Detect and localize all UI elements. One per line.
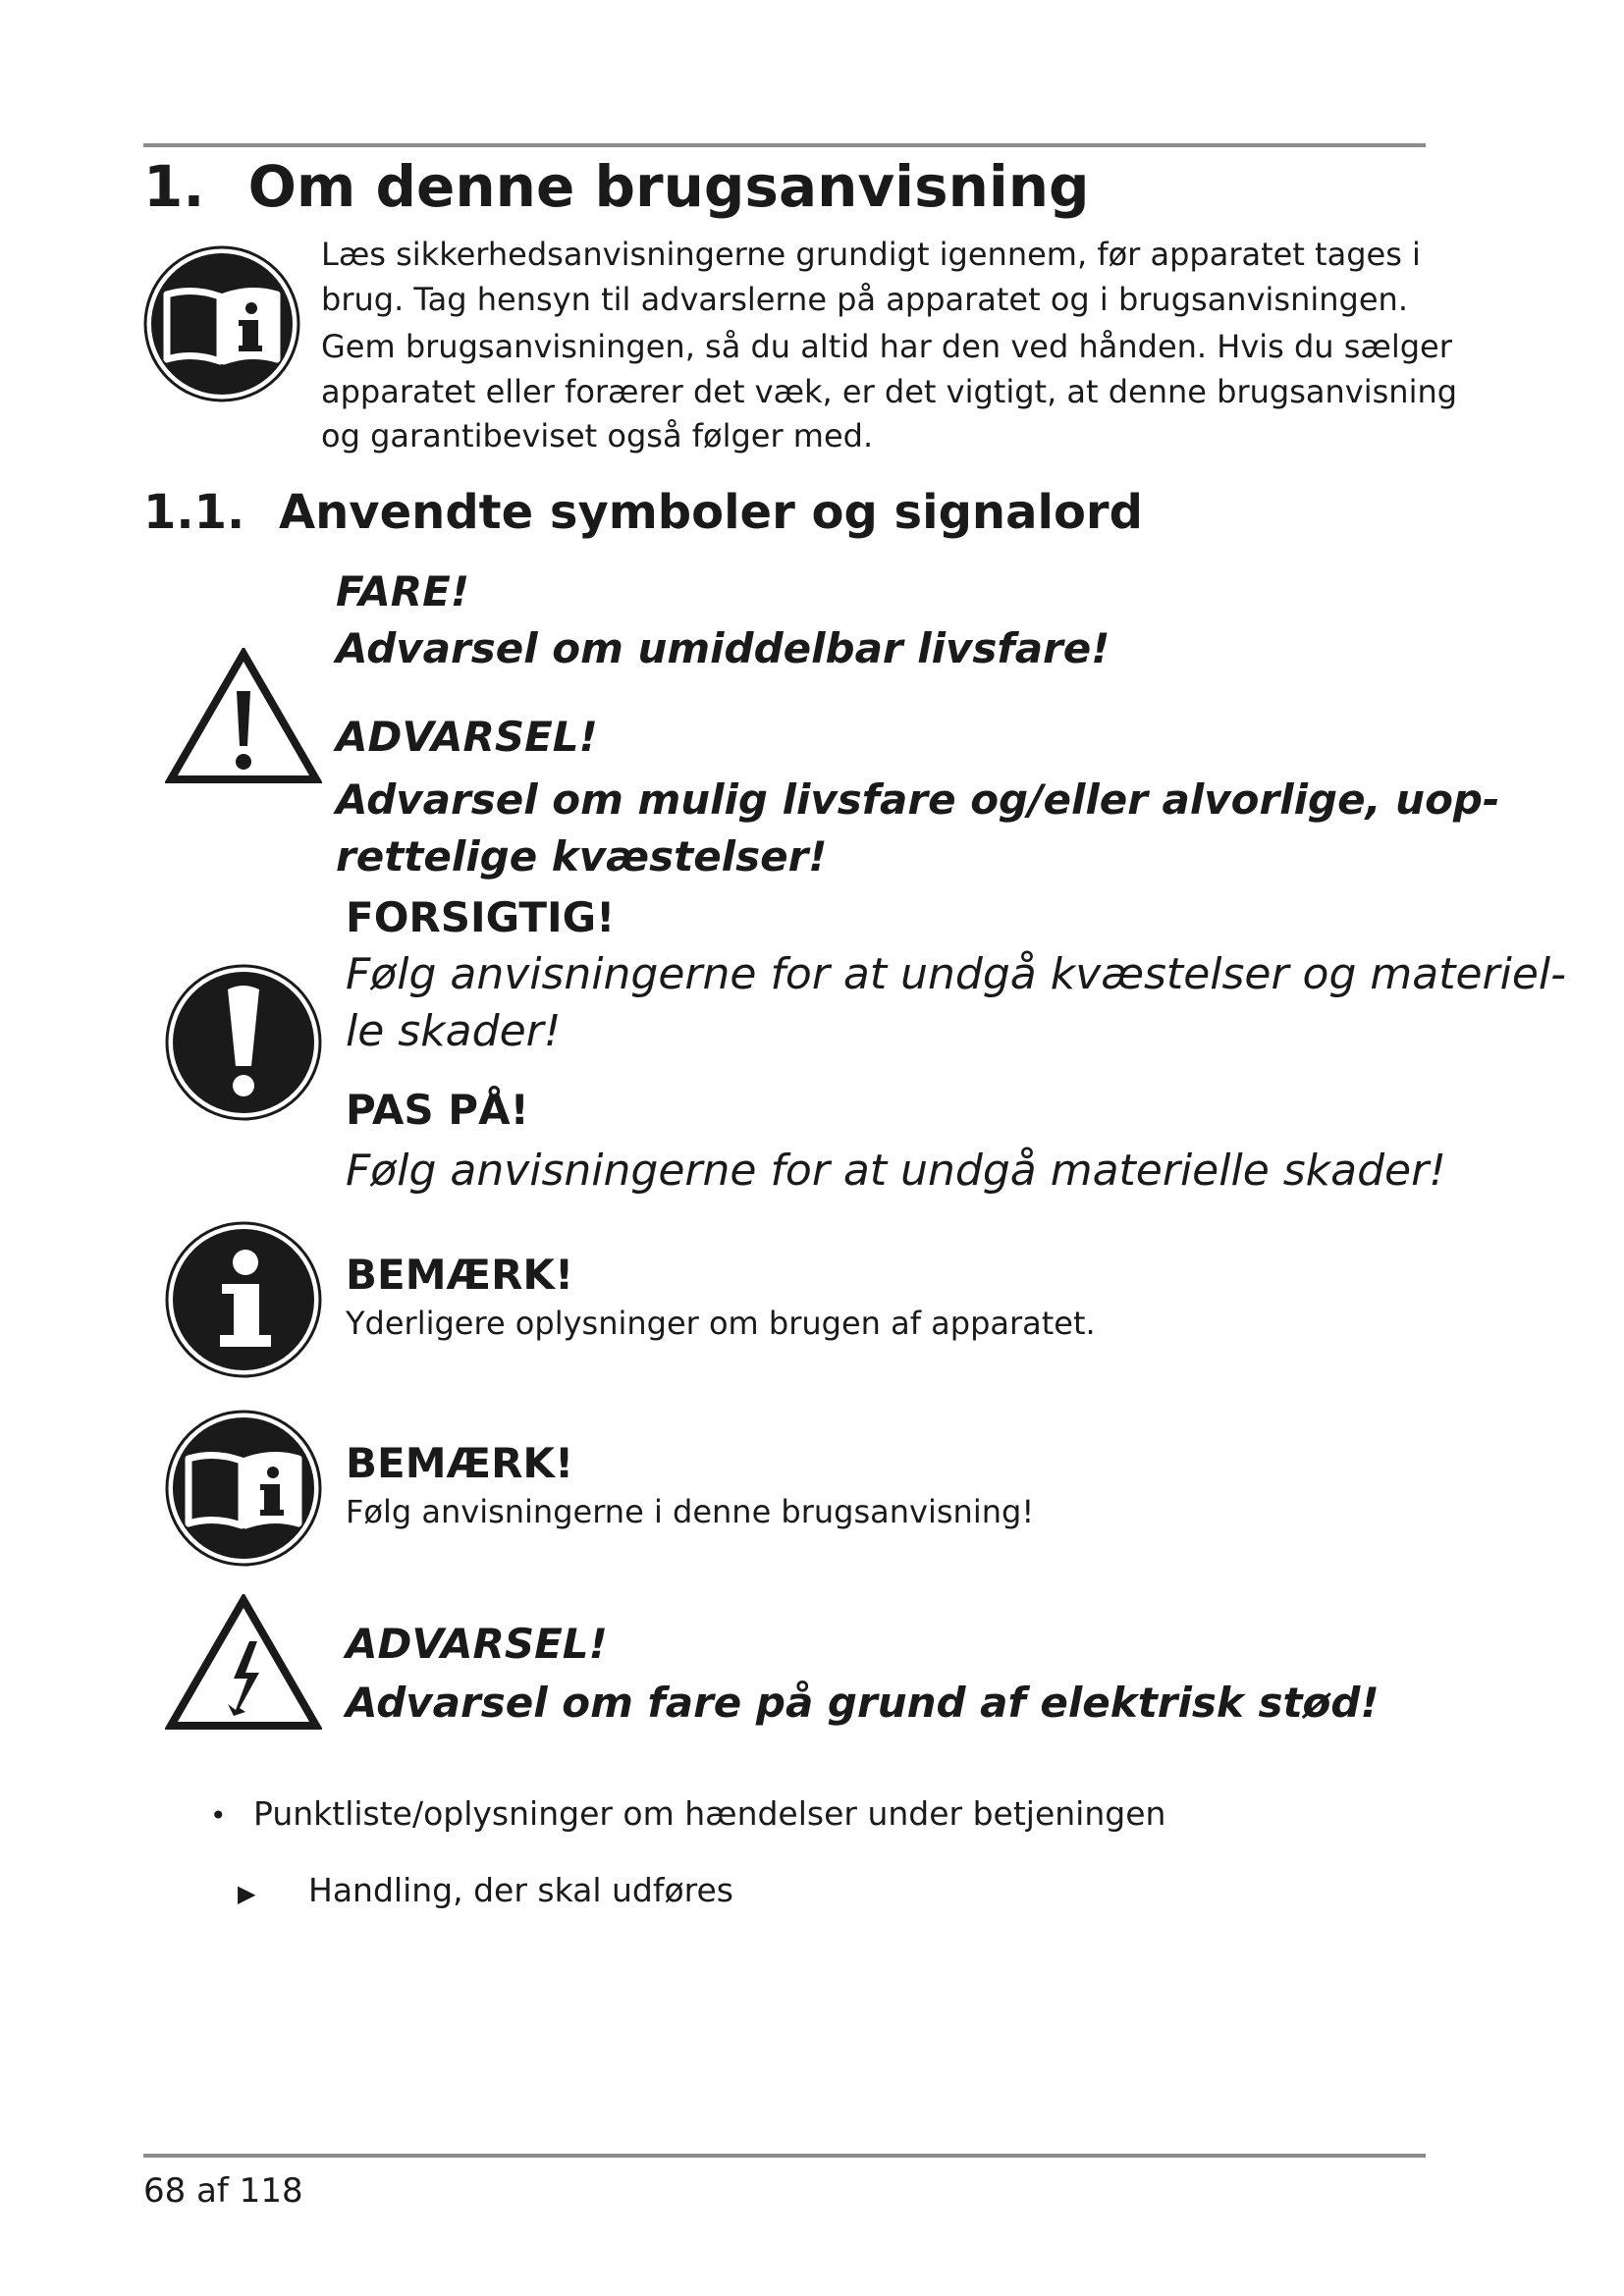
- manual-info-icon: [165, 1410, 322, 1567]
- pas-paa-signal-text: Følg anvisningerne for at undgå materielle skader!: [346, 1146, 1446, 1196]
- intro-line: og garantibeviset også følger med.: [321, 417, 874, 454]
- fare-signal-word: FARE!: [336, 567, 469, 615]
- electric-warning-icon: [165, 1594, 322, 1732]
- pas-paa-signal-word: PAS PÅ!: [346, 1086, 529, 1134]
- bullet-text: Punktliste/oplysninger om hændelser under betjeningen: [253, 1794, 1166, 1833]
- action-arrow-icon: ▶: [238, 1880, 256, 1907]
- bemaerk-info-signal-text: Yderligere oplysninger om brugen af apparatet.: [346, 1305, 1096, 1342]
- section-title-text: Om denne brugsanvisning: [247, 153, 1090, 220]
- subsection-title-text: Anvendte symboler og signalord: [278, 485, 1143, 540]
- top-divider: [143, 143, 1426, 147]
- intro-line: brug. Tag hensyn til advarslerne på apparatet og i brugsanvisningen.: [321, 281, 1408, 318]
- forsigtig-signal-word: FORSIGTIG!: [346, 893, 616, 941]
- advarsel-signal-text: Advarsel om mulig livsfare og/eller alvorlige, uop-: [336, 775, 1500, 824]
- advarsel-elec-signal-word: ADVARSEL!: [346, 1620, 608, 1668]
- advarsel-signal-word: ADVARSEL!: [336, 713, 598, 761]
- bottom-divider: [143, 2154, 1426, 2158]
- forsigtig-signal-text: Følg anvisningerne for at undgå kvæstelser og materiel-: [346, 949, 1567, 999]
- forsigtig-signal-text: le skader!: [346, 1006, 562, 1056]
- subsection-title: [143, 485, 1143, 540]
- list-item: [210, 1794, 1165, 1833]
- subsection-number: 1.1.: [143, 485, 245, 540]
- list-item: [238, 1871, 733, 1909]
- bemaerk-manual-signal-text: Følg anvisningerne i denne brugsanvisning!: [346, 1493, 1035, 1530]
- bullet-dot: •: [210, 1799, 227, 1832]
- intro-line: Læs sikkerhedsanvisningerne grundigt igennem, før apparatet tages i: [321, 236, 1421, 273]
- advarsel-signal-text: rettelige kvæstelser!: [336, 832, 828, 881]
- warning-triangle-icon: [165, 648, 322, 785]
- bemaerk-manual-signal-word: BEMÆRK!: [346, 1439, 574, 1487]
- advarsel-elec-signal-text: Advarsel om fare på grund af elektrisk stød!: [346, 1679, 1380, 1727]
- section-number: 1.: [143, 153, 205, 220]
- intro-line: apparatet eller forærer det væk, er det vigtigt, at denne brugsanvisning: [321, 373, 1458, 410]
- bemaerk-info-signal-word: BEMÆRK!: [346, 1251, 574, 1299]
- action-text: Handling, der skal udføres: [308, 1871, 733, 1909]
- manual-info-icon: [143, 245, 300, 402]
- section-title: [143, 153, 1090, 220]
- fare-signal-text: Advarsel om umiddelbar livsfare!: [336, 624, 1110, 672]
- intro-line: Gem brugsanvisningen, så du altid har den ved hånden. Hvis du sælger: [321, 328, 1452, 365]
- exclamation-circle-icon: [165, 964, 322, 1121]
- page-number: 68 af 118: [143, 2171, 303, 2211]
- info-circle-icon: [165, 1221, 322, 1378]
